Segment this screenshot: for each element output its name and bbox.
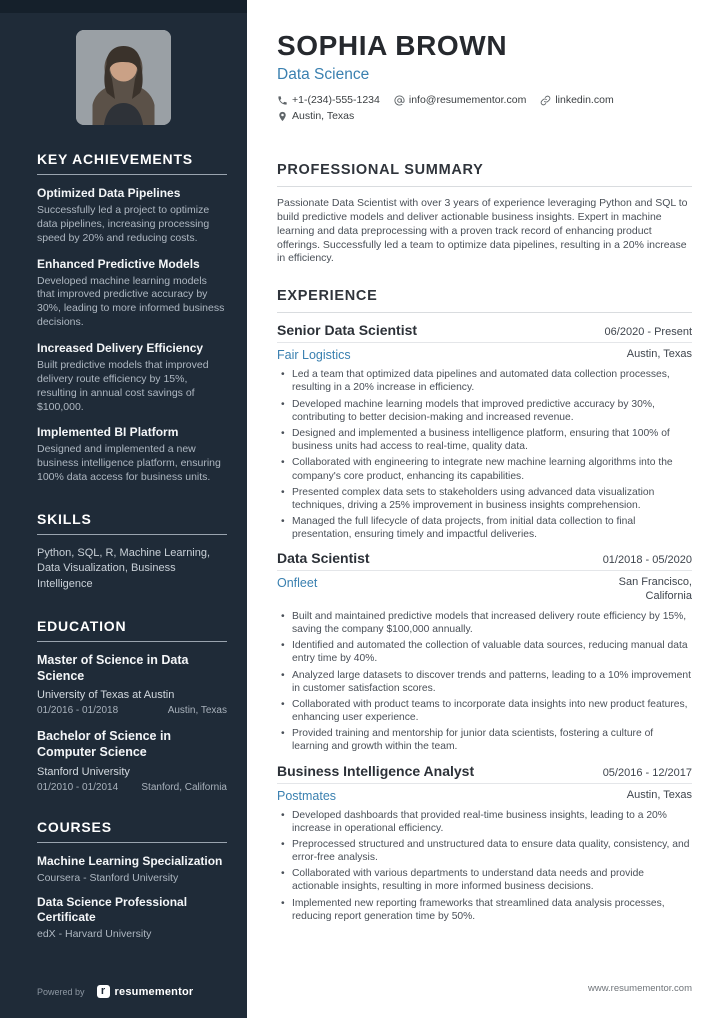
course-provider: Coursera - Stanford University — [37, 871, 179, 884]
education-item — [37, 729, 227, 792]
contact-email[interactable] — [394, 94, 526, 106]
key-achievements-heading: KEY ACHIEVEMENTS — [37, 151, 227, 175]
brand-name: resumementor — [114, 985, 194, 998]
course-item — [37, 854, 227, 884]
job-bullet: • Developed dashboards that provided real-time business insights, leading to a 20% increase in operational efficiency. — [277, 809, 692, 835]
job-bullet: • Designed and implemented a business intelligence platform, ensuring that 100% of business units had access to real-time, quality data. — [277, 427, 692, 453]
email-at-icon — [394, 95, 405, 106]
course-title: Data Science Professional Certificate — [37, 894, 188, 924]
achievement-item — [37, 257, 227, 330]
course-item — [37, 895, 227, 940]
achievement-item — [37, 425, 227, 485]
education-degree: Master of Science in Data Science — [37, 653, 189, 683]
job-bullet: • Implemented new reporting frameworks that streamlined data analysis processes, reducing report generation time by 50%. — [277, 897, 692, 923]
job-bullet-list — [277, 809, 692, 923]
resumementor-brand[interactable] — [97, 985, 194, 998]
job-location: San Francisco, California — [618, 576, 692, 603]
linkedin-url: linkedin.com — [555, 94, 614, 106]
resumementor-logo-icon: r — [97, 985, 110, 998]
education-heading: EDUCATION — [37, 618, 227, 642]
job-entry — [277, 322, 692, 541]
phone-icon — [277, 95, 288, 106]
location-pin-icon — [277, 111, 288, 122]
contact-location — [277, 110, 354, 122]
job-title: Senior Data Scientist — [277, 322, 418, 339]
course-title: Machine Learning Specialization — [37, 853, 223, 868]
job-bullet: • Managed the full lifecycle of data projects, from initial data collection to final presentation, ensuring timely and impactful deliveries. — [277, 515, 692, 541]
summary-heading: PROFESSIONAL SUMMARY — [277, 162, 692, 187]
achievement-title: Increased Delivery Efficiency — [37, 341, 204, 356]
education-location: Stanford, California — [141, 781, 227, 793]
achievement-item — [37, 186, 227, 246]
education-school: Stanford University — [37, 765, 130, 778]
sidebar-top-strip — [0, 0, 247, 13]
location-text: Austin, Texas — [292, 110, 355, 122]
summary-section — [277, 162, 692, 266]
job-bullet: • Provided training and mentorship for junior data scientists, fostering a culture of learning and growth within the team. — [277, 727, 692, 753]
achievement-description: Designed and implemented a new business intelligence platform, ensuring 100% data access for business units. — [37, 443, 221, 484]
education-dates: 01/2010 - 01/2014 — [37, 781, 119, 793]
powered-by-label: Powered by — [37, 986, 85, 997]
job-title: Business Intelligence Analyst — [277, 762, 475, 779]
job-bullet: • Collaborated with product teams to incorporate data insights into new product features, enhancing user experience. — [277, 698, 692, 724]
email-address: info@resumementor.com — [408, 94, 527, 106]
sidebar — [0, 0, 247, 1018]
experience-section — [277, 288, 692, 923]
link-icon — [540, 95, 551, 106]
job-company[interactable]: Fair Logistics — [277, 348, 351, 363]
job-bullet: • Led a team that optimized data pipelines and automated data collection processes, resulting in a 20% increase in efficiency. — [277, 368, 692, 394]
education-item — [37, 653, 227, 716]
achievement-description: Developed machine learning models that improved predictive accuracy by 30%, leading to more informed business decisions. — [37, 274, 225, 329]
achievement-title: Optimized Data Pipelines — [37, 186, 181, 200]
achievement-description: Built predictive models that improved delivery route efficiency by 15%, resulting in annual cost savings of $100,000. — [37, 359, 209, 413]
job-entry — [277, 550, 692, 753]
job-bullet: • Collaborated with engineering to integrate new machine learning algorithms into the company's core product, enhancing its capabilities. — [277, 456, 692, 482]
job-title: Data Scientist — [277, 550, 370, 567]
job-entry — [277, 763, 692, 923]
course-provider: edX - Harvard University — [37, 927, 152, 940]
job-company[interactable]: Postmates — [277, 788, 337, 803]
achievement-item — [37, 341, 227, 414]
experience-heading: EXPERIENCE — [277, 288, 692, 313]
candidate-title: Data Science — [277, 66, 370, 83]
contact-linkedin[interactable] — [540, 94, 613, 106]
summary-text: Passionate Data Scientist with over 3 years of experience leveraging Python and SQL to build predictive models and deliver actionable business insights. Expert in machine learning and data preprocessing with a proven track record of enhancing product offerings. Successfully led a team to optimize data pipelines, resulting in a 20% increase in efficiency. — [277, 197, 688, 265]
job-bullet: • Developed machine learning models that improved predictive accuracy by 30%, contributing to better decision-making and increased revenue. — [277, 398, 692, 424]
contact-info — [277, 94, 692, 122]
achievement-title: Enhanced Predictive Models — [37, 256, 200, 271]
achievement-description: Successfully led a project to optimize data pipelines, increasing processing speed by 20% and reducing costs. — [37, 204, 210, 244]
job-bullet: • Built and maintained predictive models that increased delivery route efficiency by 15%, saving the company $100,000 annually. — [277, 610, 692, 636]
job-company[interactable]: Onfleet — [277, 576, 318, 591]
job-bullet: • Preprocessed structured and unstructured data to ensure data quality, consistency, and error-free analysis. — [277, 838, 692, 864]
candidate-name: SOPHIA BROWN — [277, 30, 508, 61]
education-school: University of Texas at Austin — [37, 689, 175, 702]
job-bullet-list — [277, 610, 692, 754]
job-bullet-list — [277, 368, 692, 541]
sidebar-footer — [0, 985, 247, 1018]
achievement-title: Implemented BI Platform — [37, 425, 179, 440]
main-column — [247, 0, 720, 1018]
job-bullet: • Presented complex data sets to stakeholders using advanced data visualization techniques, driving a 25% improvement in business insights comprehension. — [277, 486, 692, 512]
job-bullet: • Collaborated with various departments to understand data needs and provide actionable insights, resulting in more informed business decisions. — [277, 867, 692, 893]
job-dates: 05/2016 - 12/2017 — [602, 766, 692, 779]
courses-heading: COURSES — [37, 819, 227, 843]
profile-photo — [76, 30, 171, 125]
contact-phone — [277, 94, 380, 106]
education-location: Austin, Texas — [167, 705, 227, 717]
website-url[interactable]: www.resumementor.com — [587, 983, 692, 994]
job-location: Austin, Texas — [626, 788, 692, 801]
education-degree: Bachelor of Science in Computer Science — [37, 729, 172, 760]
job-dates: 01/2018 - 05/2020 — [602, 554, 692, 567]
skills-heading: SKILLS — [37, 511, 227, 535]
phone-number: +1-(234)-555-1234 — [292, 94, 380, 106]
job-location: Austin, Texas — [626, 348, 692, 361]
job-bullet: • Analyzed large datasets to discover trends and patterns, leading to a 10% improvement in customer satisfaction scores. — [277, 669, 692, 695]
skills-list: Python, SQL, R, Machine Learning, Data Visualization, Business Intelligence — [37, 547, 211, 590]
job-dates: 06/2020 - Present — [604, 326, 692, 339]
education-dates: 01/2016 - 01/2018 — [37, 705, 119, 717]
job-bullet: • Identified and automated the collection of valuable data sources, reducing manual data entry time by 40%. — [277, 639, 692, 665]
